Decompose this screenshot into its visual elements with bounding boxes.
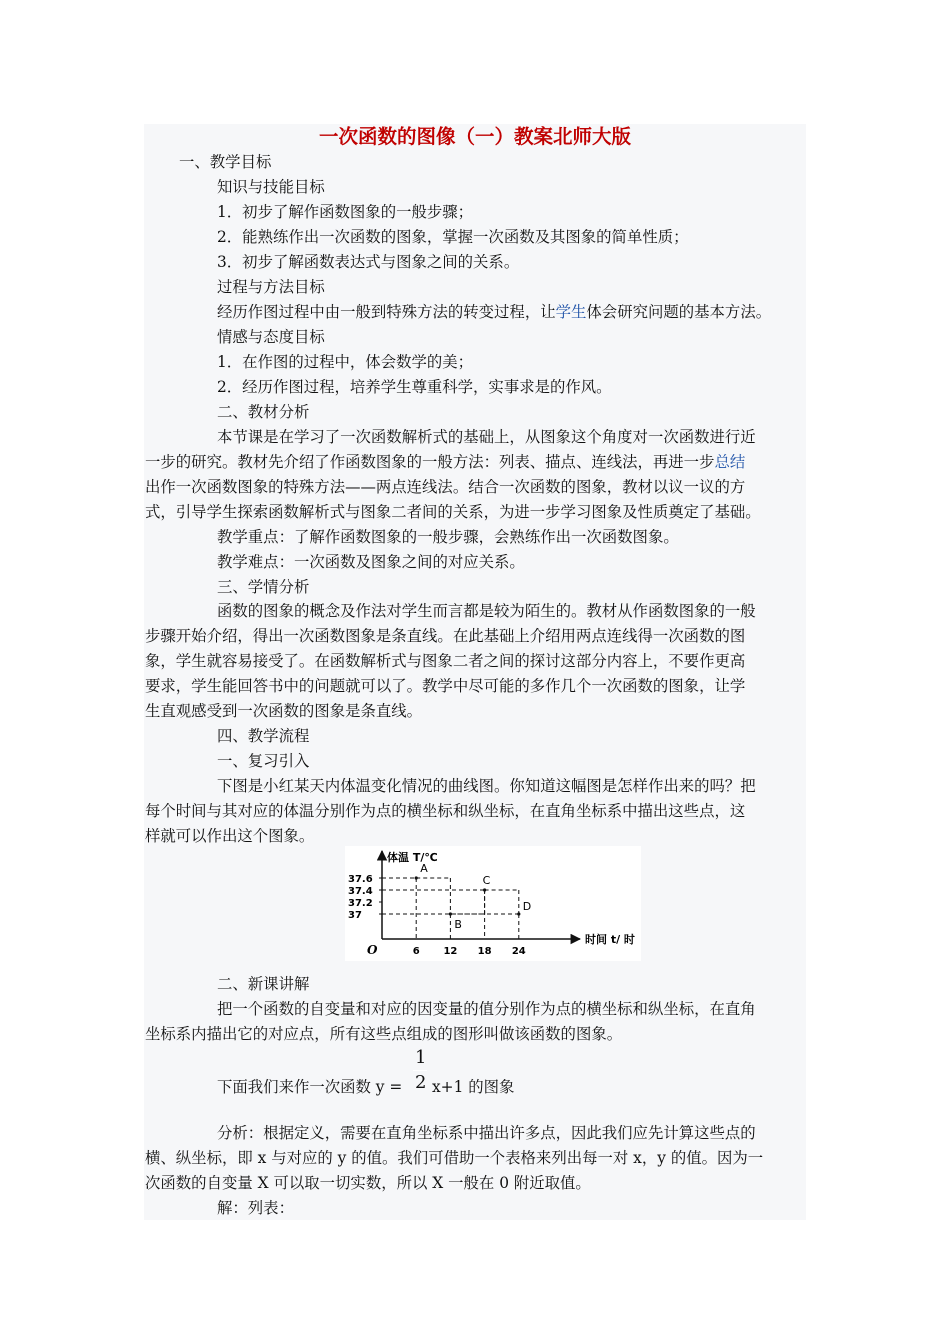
heading-teaching-process: 四、教学流程 bbox=[217, 727, 310, 745]
heading-new-lesson: 二、新课讲解 bbox=[217, 975, 310, 993]
teaching-focus: 教学重点：了解作函数图象的一般步骤，会熟练作出一次函数图象。 bbox=[217, 528, 679, 546]
paragraph-line: 坐标系内描出它的对应点，所有这些点组成的图形叫做该函数的图象。 bbox=[145, 1025, 623, 1043]
paragraph-line: 每个时间与其对应的体温分别作为点的横坐标和纵坐标，在直角坐标系中描出这些点，这 bbox=[145, 802, 746, 820]
heading-material-analysis: 二、教材分析 bbox=[217, 403, 310, 421]
x-axis-label: 时间 t/ 时 bbox=[585, 933, 635, 946]
y-tick-label: 37.2 bbox=[348, 898, 373, 909]
paragraph-line: 本节课是在学习了一次函数解析式的基础上，从图象这个角度对一次函数进行近 bbox=[217, 428, 756, 446]
goal-item-3: 3．初步了解函数表达式与图象之间的关系。 bbox=[217, 253, 520, 271]
temperature-graph bbox=[345, 846, 641, 961]
goal-item-2: 2．能熟练作出一次函数的图象，掌握一次函数及其图象的简单性质； bbox=[217, 228, 689, 246]
document-title: 一次函数的图像（一）教案北师大版 bbox=[318, 125, 631, 148]
goal-item-1: 1．初步了解作函数图象的一般步骤； bbox=[217, 203, 474, 221]
paragraph-line: 要求，学生能回答书中的问题就可以了。教学中尽可能的多作几个一次函数的图象，让学 bbox=[145, 677, 746, 695]
heading-teaching-goals: 一、教学目标 bbox=[179, 153, 272, 171]
paragraph-line: 一步的研究。教材先介绍了作函数图象的一般方法：列表、描点、连线法，再进一步总结 bbox=[145, 453, 746, 471]
paragraph-line: 次函数的自变量 X 可以取一切实数，所以 X 一般在 0 附近取值。 bbox=[145, 1174, 591, 1192]
subheading-knowledge-goals: 知识与技能目标 bbox=[217, 178, 325, 196]
formula-line-suffix: x+1 的图象 bbox=[432, 1078, 515, 1096]
paragraph-line: 出作一次函数图象的特殊方法——两点连线法。结合一次函数的图象，教材以议一议的方 bbox=[145, 478, 746, 496]
paragraph-line: 象，学生就容易接受了。在函数解析式与图象二者之间的探讨这部分内容上，不要作更高 bbox=[145, 652, 746, 670]
formula-line-prefix: 下面我们来作一次函数 y = bbox=[217, 1078, 403, 1096]
paragraph-line: 函数的图象的概念及作法对学生而言都是较为陌生的。教材从作函数图象的一般 bbox=[217, 602, 756, 620]
paragraph-line: 下图是小红某天内体温变化情况的曲线图。你知道这幅图是怎样作出来的吗？把 bbox=[217, 777, 756, 795]
fraction-bar bbox=[413, 1070, 427, 1071]
paragraph-line: 横、纵坐标，即 x 与对应的 y 的值。我们可借助一个表格来列出每一对 x，y 的值。因为一 bbox=[145, 1149, 764, 1167]
point-label: D bbox=[522, 900, 532, 913]
paragraph-line: 生直观感受到一次函数的图象是条直线。 bbox=[145, 702, 423, 720]
data-point bbox=[517, 912, 520, 915]
solution-line: 解：列表： bbox=[217, 1199, 294, 1217]
link-summary[interactable]: 总结 bbox=[714, 453, 746, 471]
x-tick-label: 12 bbox=[443, 946, 458, 957]
y-tick-label: 37.4 bbox=[348, 886, 373, 897]
attitude-item-1: 1．在作图的过程中，体会数学的美； bbox=[217, 353, 474, 371]
paragraph-line: 步骤开始介绍，得出一次函数图象是条直线。在此基础上介绍用两点连线得一次函数的图 bbox=[145, 627, 746, 645]
heading-student-analysis: 三、学情分析 bbox=[217, 578, 310, 596]
data-point bbox=[415, 876, 418, 879]
point-label: A bbox=[420, 862, 428, 875]
heading-review: 一、复习引入 bbox=[217, 752, 310, 770]
x-tick-label: 6 bbox=[412, 946, 420, 957]
temperature-figure bbox=[345, 846, 641, 961]
analysis-line: 分析：根据定义，需要在直角坐标系中描出许多点，因此我们应先计算这些点的 bbox=[217, 1124, 756, 1142]
paragraph-line: 把一个函数的自变量和对应的因变量的值分别作为点的横坐标和纵坐标，在直角 bbox=[217, 1000, 756, 1018]
y-tick-label: 37 bbox=[348, 910, 362, 921]
data-point bbox=[483, 888, 486, 891]
x-tick-label: 24 bbox=[511, 946, 526, 957]
origin-label: O bbox=[367, 943, 378, 957]
teaching-difficulty: 教学难点：一次函数及图象之间的对应关系。 bbox=[217, 553, 525, 571]
link-students[interactable]: 学生 bbox=[555, 303, 587, 321]
point-label: C bbox=[482, 874, 491, 887]
point-label: B bbox=[454, 918, 462, 931]
attitude-item-2: 2．经历作图过程，培养学生尊重科学，实事求是的作风。 bbox=[217, 378, 612, 396]
fraction-numerator: 1 bbox=[415, 1047, 427, 1068]
x-tick-label: 18 bbox=[477, 946, 492, 957]
subheading-attitude-goals: 情感与态度目标 bbox=[217, 328, 325, 346]
data-point bbox=[449, 912, 452, 915]
subheading-process-goals: 过程与方法目标 bbox=[217, 278, 325, 296]
y-tick-label: 37.6 bbox=[348, 874, 373, 885]
y-axis-label: 体温 T/℃ bbox=[387, 851, 438, 864]
paragraph-line: 样就可以作出这个图象。 bbox=[145, 827, 315, 845]
paragraph-line: 式，引导学生探索函数解析式与图象二者间的关系，为进一步学习图象及性质奠定了基础。 bbox=[145, 503, 761, 521]
fraction-denominator: 2 bbox=[415, 1072, 427, 1093]
process-goal-text: 经历作图过程中由一般到特殊方法的转变过程，让学生体会研究问题的基本方法。 bbox=[217, 303, 772, 321]
